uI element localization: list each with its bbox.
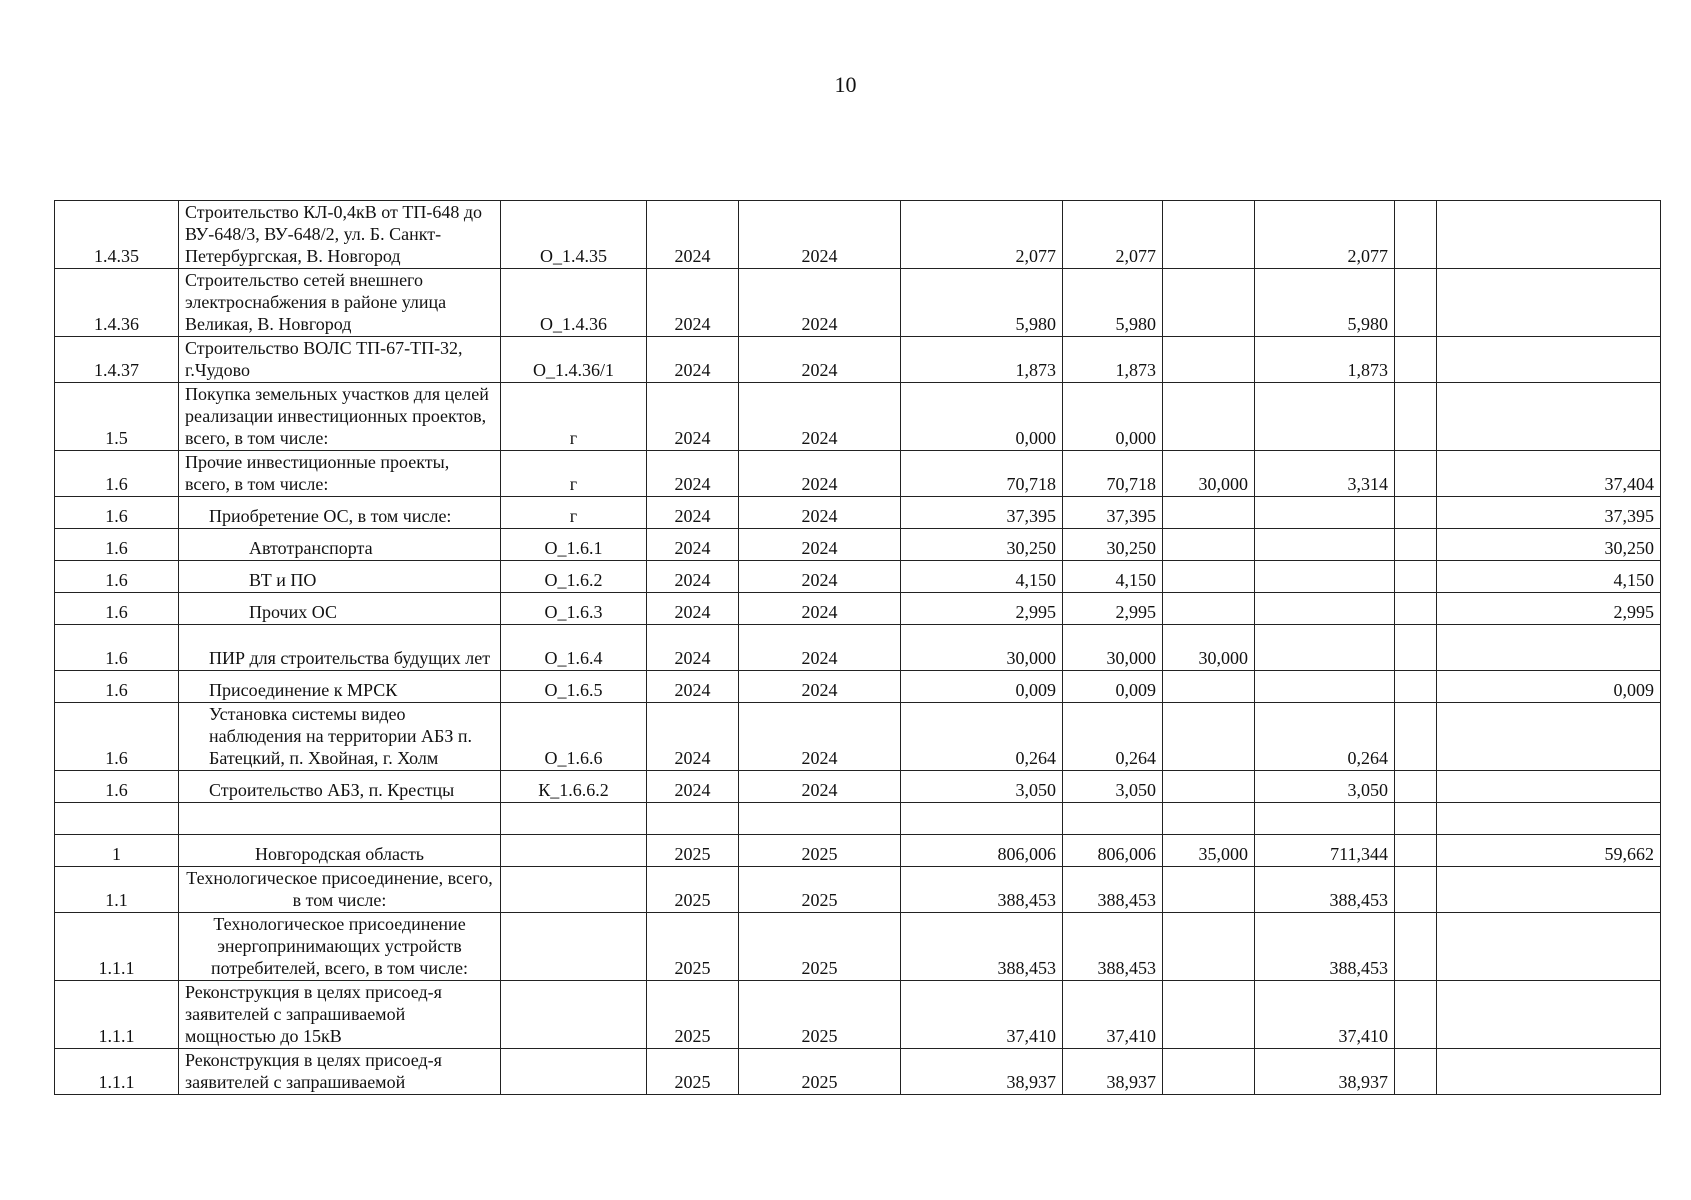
row-value-3 xyxy=(1163,803,1255,835)
row-end-year: 2024 xyxy=(739,561,901,593)
row-value-3 xyxy=(1163,529,1255,561)
table-row xyxy=(55,561,1661,593)
row-code: О_1.6.5 xyxy=(501,671,647,703)
row-value-4: 37,410 xyxy=(1255,981,1395,1049)
row-value-4: 2,077 xyxy=(1255,201,1395,269)
row-start-year: 2024 xyxy=(647,529,739,561)
row-value-2: 30,000 xyxy=(1063,625,1163,671)
row-value-6 xyxy=(1437,201,1661,269)
row-value-6 xyxy=(1437,981,1661,1049)
row-value-2: 0,264 xyxy=(1063,703,1163,771)
row-end-year: 2024 xyxy=(739,201,901,269)
row-number: 1.5 xyxy=(55,383,179,451)
row-value-3: 30,000 xyxy=(1163,451,1255,497)
row-value-4 xyxy=(1255,625,1395,671)
row-code: О_1.4.35 xyxy=(501,201,647,269)
row-value-3 xyxy=(1163,671,1255,703)
row-end-year: 2024 xyxy=(739,451,901,497)
table-row xyxy=(55,593,1661,625)
row-end-year: 2024 xyxy=(739,625,901,671)
row-value-3 xyxy=(1163,593,1255,625)
row-value-3 xyxy=(1163,561,1255,593)
row-value-2: 1,873 xyxy=(1063,337,1163,383)
row-number: 1.6 xyxy=(55,529,179,561)
row-value-3 xyxy=(1163,981,1255,1049)
row-value-3: 35,000 xyxy=(1163,835,1255,867)
row-name: Строительство КЛ-0,4кВ от ТП-648 до ВУ-648/3, ВУ-648/2, ул. Б. Санкт-Петербургская, В. Новгород xyxy=(179,201,501,269)
row-name: Строительство сетей внешнего электроснабжения в районе улица Великая, В. Новгород xyxy=(179,269,501,337)
row-end-year: 2025 xyxy=(739,1049,901,1095)
row-name: ПИР для строительства будущих лет xyxy=(179,625,501,671)
row-value-total: 0,009 xyxy=(901,671,1063,703)
row-code: О_1.4.36 xyxy=(501,269,647,337)
table-row xyxy=(55,451,1661,497)
row-value-6 xyxy=(1437,867,1661,913)
row-name: Прочих ОС xyxy=(179,593,501,625)
row-value-total: 38,937 xyxy=(901,1049,1063,1095)
row-name: Покупка земельных участков для целей реализации инвестиционных проектов, всего, в том числе: xyxy=(179,383,501,451)
row-start-year: 2024 xyxy=(647,625,739,671)
row-value-3 xyxy=(1163,269,1255,337)
row-value-total: 2,077 xyxy=(901,201,1063,269)
row-value-3 xyxy=(1163,703,1255,771)
row-value-5 xyxy=(1395,835,1437,867)
row-start-year: 2024 xyxy=(647,593,739,625)
row-value-5 xyxy=(1395,671,1437,703)
row-code xyxy=(501,981,647,1049)
row-end-year: 2025 xyxy=(739,913,901,981)
row-code: О_1.6.3 xyxy=(501,593,647,625)
row-number: 1.6 xyxy=(55,703,179,771)
row-number: 1.1.1 xyxy=(55,1049,179,1095)
row-number: 1.6 xyxy=(55,593,179,625)
row-value-total: 388,453 xyxy=(901,867,1063,913)
row-end-year: 2024 xyxy=(739,529,901,561)
row-start-year: 2024 xyxy=(647,703,739,771)
row-number: 1 xyxy=(55,835,179,867)
row-end-year: 2025 xyxy=(739,981,901,1049)
row-end-year: 2024 xyxy=(739,337,901,383)
row-value-2: 37,395 xyxy=(1063,497,1163,529)
row-value-3 xyxy=(1163,771,1255,803)
row-value-6: 2,995 xyxy=(1437,593,1661,625)
row-value-4: 3,050 xyxy=(1255,771,1395,803)
row-name: Автотранспорта xyxy=(179,529,501,561)
row-value-total: 37,410 xyxy=(901,981,1063,1049)
row-value-2: 4,150 xyxy=(1063,561,1163,593)
row-value-5 xyxy=(1395,1049,1437,1095)
row-value-4 xyxy=(1255,383,1395,451)
row-value-6 xyxy=(1437,1049,1661,1095)
row-name: Реконструкция в целях присоед-я заявителей с запрашиваемой xyxy=(179,1049,501,1095)
row-value-2: 2,077 xyxy=(1063,201,1163,269)
row-value-5 xyxy=(1395,269,1437,337)
row-value-6 xyxy=(1437,269,1661,337)
row-value-5 xyxy=(1395,383,1437,451)
row-name: Присоединение к МРСК xyxy=(179,671,501,703)
table-row xyxy=(55,913,1661,981)
row-start-year: 2024 xyxy=(647,451,739,497)
row-start-year: 2024 xyxy=(647,269,739,337)
table-row xyxy=(55,529,1661,561)
row-start-year: 2025 xyxy=(647,913,739,981)
row-end-year: 2024 xyxy=(739,383,901,451)
row-name: Установка системы видео наблюдения на территории АБЗ п. Батецкий, п. Хвойная, г. Холм xyxy=(179,703,501,771)
row-value-5 xyxy=(1395,337,1437,383)
row-value-total: 5,980 xyxy=(901,269,1063,337)
table-row xyxy=(55,337,1661,383)
row-code: К_1.6.6.2 xyxy=(501,771,647,803)
table-row xyxy=(55,703,1661,771)
row-end-year: 2025 xyxy=(739,867,901,913)
row-number xyxy=(55,803,179,835)
row-value-3: 30,000 xyxy=(1163,625,1255,671)
row-end-year: 2025 xyxy=(739,835,901,867)
row-value-4 xyxy=(1255,561,1395,593)
row-start-year: 2024 xyxy=(647,671,739,703)
row-number: 1.6 xyxy=(55,771,179,803)
row-name: Новгородская область xyxy=(179,835,501,867)
row-start-year: 2025 xyxy=(647,867,739,913)
row-name: Реконструкция в целях присоед-я заявителей с запрашиваемой мощностью до 15кВ xyxy=(179,981,501,1049)
row-start-year: 2025 xyxy=(647,1049,739,1095)
row-code: О_1.6.1 xyxy=(501,529,647,561)
row-value-total: 37,395 xyxy=(901,497,1063,529)
row-value-2: 70,718 xyxy=(1063,451,1163,497)
investment-table xyxy=(54,200,1661,1095)
row-end-year: 2024 xyxy=(739,497,901,529)
row-value-4: 0,264 xyxy=(1255,703,1395,771)
row-value-5 xyxy=(1395,771,1437,803)
table-row xyxy=(55,269,1661,337)
table-row xyxy=(55,867,1661,913)
row-value-2: 2,995 xyxy=(1063,593,1163,625)
row-code xyxy=(501,803,647,835)
row-value-5 xyxy=(1395,913,1437,981)
row-value-5 xyxy=(1395,867,1437,913)
table-row xyxy=(55,981,1661,1049)
row-code xyxy=(501,913,647,981)
row-end-year: 2024 xyxy=(739,771,901,803)
table-row xyxy=(55,771,1661,803)
row-value-5 xyxy=(1395,803,1437,835)
row-value-4 xyxy=(1255,803,1395,835)
row-number: 1.6 xyxy=(55,625,179,671)
row-value-4: 1,873 xyxy=(1255,337,1395,383)
row-code: О_1.4.36/1 xyxy=(501,337,647,383)
row-value-2: 37,410 xyxy=(1063,981,1163,1049)
row-value-total: 1,873 xyxy=(901,337,1063,383)
row-value-6 xyxy=(1437,383,1661,451)
row-value-2: 3,050 xyxy=(1063,771,1163,803)
row-code: г xyxy=(501,383,647,451)
row-value-6: 37,404 xyxy=(1437,451,1661,497)
row-value-4: 388,453 xyxy=(1255,913,1395,981)
row-value-5 xyxy=(1395,529,1437,561)
row-value-6 xyxy=(1437,771,1661,803)
row-name: Технологическое присоединение энергопринимающих устройств потребителей, всего, в том числе: xyxy=(179,913,501,981)
row-number: 1.6 xyxy=(55,671,179,703)
row-value-4: 5,980 xyxy=(1255,269,1395,337)
table-row xyxy=(55,1049,1661,1095)
row-value-total: 388,453 xyxy=(901,913,1063,981)
row-value-6: 30,250 xyxy=(1437,529,1661,561)
row-start-year xyxy=(647,803,739,835)
row-value-6 xyxy=(1437,337,1661,383)
row-value-4 xyxy=(1255,593,1395,625)
row-value-4: 388,453 xyxy=(1255,867,1395,913)
row-value-5 xyxy=(1395,981,1437,1049)
row-value-5 xyxy=(1395,625,1437,671)
row-value-5 xyxy=(1395,451,1437,497)
row-end-year: 2024 xyxy=(739,593,901,625)
row-name xyxy=(179,803,501,835)
row-name: Технологическое присоединение, всего, в том числе: xyxy=(179,867,501,913)
row-value-total: 3,050 xyxy=(901,771,1063,803)
row-value-4 xyxy=(1255,529,1395,561)
row-value-2: 0,000 xyxy=(1063,383,1163,451)
row-value-6 xyxy=(1437,803,1661,835)
row-value-total: 30,000 xyxy=(901,625,1063,671)
row-value-3 xyxy=(1163,1049,1255,1095)
row-value-6 xyxy=(1437,625,1661,671)
row-value-6 xyxy=(1437,703,1661,771)
row-value-6: 37,395 xyxy=(1437,497,1661,529)
row-value-4: 38,937 xyxy=(1255,1049,1395,1095)
row-value-2: 388,453 xyxy=(1063,913,1163,981)
table-row xyxy=(55,383,1661,451)
row-value-6: 0,009 xyxy=(1437,671,1661,703)
row-value-2: 388,453 xyxy=(1063,867,1163,913)
row-value-5 xyxy=(1395,561,1437,593)
row-value-3 xyxy=(1163,337,1255,383)
row-value-2: 5,980 xyxy=(1063,269,1163,337)
row-value-2 xyxy=(1063,803,1163,835)
row-value-total: 0,000 xyxy=(901,383,1063,451)
row-number: 1.6 xyxy=(55,497,179,529)
row-value-total xyxy=(901,803,1063,835)
row-number: 1.1 xyxy=(55,867,179,913)
page-number: 10 xyxy=(834,72,857,97)
row-name: Строительство АБЗ, п. Крестцы xyxy=(179,771,501,803)
row-value-total: 4,150 xyxy=(901,561,1063,593)
row-value-3 xyxy=(1163,383,1255,451)
row-number: 1.4.35 xyxy=(55,201,179,269)
row-name: Прочие инвестиционные проекты, всего, в том числе: xyxy=(179,451,501,497)
row-code: О_1.6.4 xyxy=(501,625,647,671)
row-end-year: 2024 xyxy=(739,671,901,703)
row-value-6: 4,150 xyxy=(1437,561,1661,593)
row-value-3 xyxy=(1163,867,1255,913)
table-row xyxy=(55,625,1661,671)
row-start-year: 2024 xyxy=(647,771,739,803)
row-code: г xyxy=(501,451,647,497)
table-row xyxy=(55,803,1661,835)
row-value-2: 806,006 xyxy=(1063,835,1163,867)
row-value-total: 70,718 xyxy=(901,451,1063,497)
row-number: 1.1.1 xyxy=(55,981,179,1049)
row-value-5 xyxy=(1395,593,1437,625)
row-start-year: 2024 xyxy=(647,497,739,529)
row-start-year: 2024 xyxy=(647,337,739,383)
row-value-5 xyxy=(1395,201,1437,269)
row-value-6: 59,662 xyxy=(1437,835,1661,867)
row-value-5 xyxy=(1395,703,1437,771)
row-start-year: 2024 xyxy=(647,201,739,269)
row-value-3 xyxy=(1163,497,1255,529)
table-row xyxy=(55,201,1661,269)
row-number: 1.6 xyxy=(55,561,179,593)
row-number: 1.4.36 xyxy=(55,269,179,337)
table-row xyxy=(55,671,1661,703)
row-start-year: 2024 xyxy=(647,383,739,451)
row-name: ВТ и ПО xyxy=(179,561,501,593)
row-value-total: 0,264 xyxy=(901,703,1063,771)
row-code: О_1.6.6 xyxy=(501,703,647,771)
row-value-4 xyxy=(1255,671,1395,703)
row-value-2: 38,937 xyxy=(1063,1049,1163,1095)
row-number: 1.6 xyxy=(55,451,179,497)
row-end-year: 2024 xyxy=(739,269,901,337)
row-start-year: 2024 xyxy=(647,561,739,593)
row-value-4: 3,314 xyxy=(1255,451,1395,497)
row-value-total: 806,006 xyxy=(901,835,1063,867)
row-name: Приобретение ОС, в том числе: xyxy=(179,497,501,529)
table-row xyxy=(55,835,1661,867)
row-number: 1.1.1 xyxy=(55,913,179,981)
row-name: Строительство ВОЛС ТП-67-ТП-32, г.Чудово xyxy=(179,337,501,383)
row-value-2: 0,009 xyxy=(1063,671,1163,703)
row-value-4: 711,344 xyxy=(1255,835,1395,867)
row-code xyxy=(501,835,647,867)
row-end-year: 2024 xyxy=(739,703,901,771)
row-end-year xyxy=(739,803,901,835)
row-value-total: 30,250 xyxy=(901,529,1063,561)
row-value-3 xyxy=(1163,201,1255,269)
table-row xyxy=(55,497,1661,529)
row-code: О_1.6.2 xyxy=(501,561,647,593)
row-code xyxy=(501,867,647,913)
row-number: 1.4.37 xyxy=(55,337,179,383)
row-value-4 xyxy=(1255,497,1395,529)
row-value-5 xyxy=(1395,497,1437,529)
row-start-year: 2025 xyxy=(647,835,739,867)
row-value-6 xyxy=(1437,913,1661,981)
row-code xyxy=(501,1049,647,1095)
row-value-total: 2,995 xyxy=(901,593,1063,625)
row-start-year: 2025 xyxy=(647,981,739,1049)
row-value-2: 30,250 xyxy=(1063,529,1163,561)
row-value-3 xyxy=(1163,913,1255,981)
row-code: г xyxy=(501,497,647,529)
